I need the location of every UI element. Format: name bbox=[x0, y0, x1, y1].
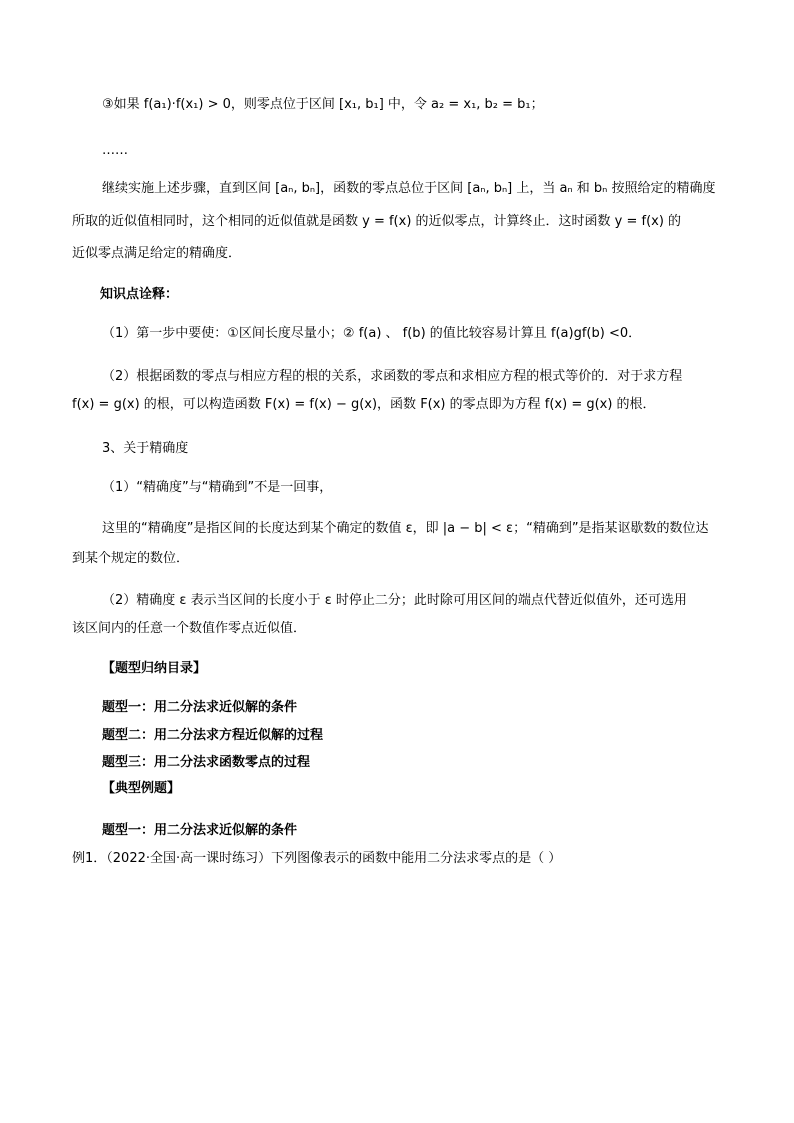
section-question-type-1: 题型一：用二分法求近似解的条件 bbox=[102, 823, 298, 838]
question-type-catalog-heading: 【题型归纳目录】 bbox=[102, 661, 207, 676]
ellipsis: …… bbox=[102, 143, 128, 158]
paragraph-continue-line-3: 近似零点满足给定的精确度． bbox=[72, 246, 242, 261]
paragraph-continue-line-1: 继续实施上述步骤，直到区间 [aₙ, bₙ]，函数的零点总位于区间 [aₙ, bₙ] 上，当 aₙ 和 bₙ 按照给定的精确度 bbox=[102, 181, 716, 196]
precision-explain-line-1: 这里的“精确度”是指区间的长度达到某个确定的数值 ε，即 |a − b| < ε；“精确到”是指某讴歇数的数位达 bbox=[102, 521, 709, 536]
note-2-line-2: f(x) = g(x) 的根，可以构造函数 F(x) = f(x) − g(x)，函数 F(x) 的零点即为方程 f(x) = g(x) 的根． bbox=[72, 397, 656, 412]
question-type-1: 题型一：用二分法求近似解的条件 bbox=[102, 700, 298, 715]
note-2-line-1: （2）根据函数的零点与相应方程的根的关系，求函数的零点和求相应方程的根式等价的．对于求方程 bbox=[102, 369, 683, 384]
example-1-question: 例1．（2022·全国·高一课时练习）下列图像表示的函数中能用二分法求零点的是（ ） bbox=[72, 851, 562, 866]
question-type-2: 题型二：用二分法求方程近似解的过程 bbox=[102, 728, 324, 743]
section-3-heading: 3、关于精确度 bbox=[102, 441, 189, 456]
paragraph-continue-line-2: 所取的近似值相同时，这个相同的近似值就是函数 y = f(x) 的近似零点，计算终止．这时函数 y = f(x) 的 bbox=[72, 214, 682, 229]
note-1-text: （1）第一步中要使：①区间长度尽量小；② f(a) 、 f(b) 的值比较容易计算且 f(a)gf(b) <0． bbox=[102, 326, 642, 341]
knowledge-note-heading: 知识点诠释： bbox=[100, 287, 179, 302]
precision-note-1: （1）“精确度”与“精确到”不是一回事， bbox=[102, 480, 333, 495]
precision-note-2-line-1: （2）精确度 ε 表示当区间的长度小于 ε 时停止二分；此时除可用区间的端点代替近似值外，还可选用 bbox=[102, 593, 687, 608]
precision-note-2-line-2: 该区间内的任意一个数值作零点近似值． bbox=[72, 621, 307, 636]
question-type-3: 题型三：用二分法求函数零点的过程 bbox=[102, 755, 311, 770]
precision-explain-line-2: 到某个规定的数位． bbox=[72, 551, 190, 566]
typical-examples-heading: 【典型例题】 bbox=[102, 781, 181, 796]
step-3-text: ③如果 f(a₁)·f(x₁) > 0，则零点位于区间 [x₁, b₁] 中，令 a₂ = x₁, b₂ = b₁； bbox=[102, 97, 544, 112]
